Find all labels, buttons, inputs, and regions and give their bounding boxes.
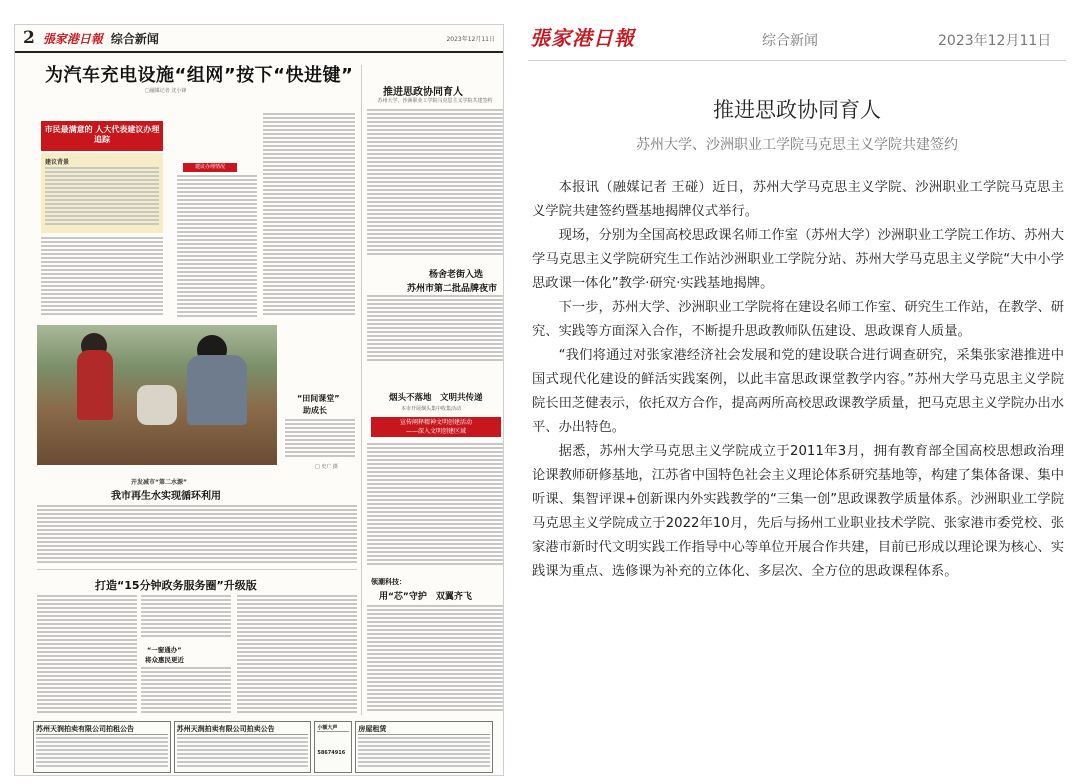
ad-title: 苏州天润拍卖有限公司拍租公告 xyxy=(36,724,168,735)
text-block xyxy=(367,443,503,568)
paper-article3-title[interactable]: 杨舍老街入选 xyxy=(429,270,484,280)
paper-red-strip xyxy=(371,417,501,437)
article-title: 推进思政协同育人 xyxy=(713,98,881,122)
text-block xyxy=(367,295,503,365)
paper-article6-title[interactable]: 打造“15分钟政务服务圈”升级版 xyxy=(95,579,257,592)
photo-caption-text xyxy=(285,419,355,459)
ad-box xyxy=(33,721,171,773)
article-paragraph: “我们将通过对张家港经济社会发展和党的建设联合进行调查研究，采集张家港推进中国式现代化建设的鲜活实践案例，以此丰富思政课堂教学内容。”苏州大学马克思主义学院院长田芝健表示，依托双方合作，提高两所高校思政课教学质量，把马克思主义学院办出水平、办出特色。 xyxy=(532,348,1064,435)
paper-article4-title[interactable]: 我市再生水实现循环利用 xyxy=(111,491,221,502)
paper-header-date: 2023年12月11日 xyxy=(446,35,495,43)
article-body xyxy=(532,176,1064,584)
ad-phone: 58674916 xyxy=(317,750,346,756)
header-divider xyxy=(528,60,1066,61)
ad-text xyxy=(358,737,490,771)
article-paragraph: 现场，分别为全国高校思政课名师工作室（苏州大学）沙洲职业工学院工作坊、苏州大学马克思主义学院研究生工作站沙洲职业工学院分站、苏州大学马克思主义学院“大中小学思政课一体化”教学·研究·实践基地揭牌。 xyxy=(532,228,1064,291)
ad-title: 房屋租赁 xyxy=(358,724,490,735)
paper-article5-subtitle: 本市开展烟头集中收集活动 xyxy=(401,406,462,412)
paper-header xyxy=(15,25,503,53)
paper-article4-kicker: 开发减市“第二水源” xyxy=(131,479,187,486)
paper-background-box xyxy=(41,153,163,233)
box-title: 建议背景 xyxy=(45,159,70,166)
ad-title: 小额大声 xyxy=(317,724,349,732)
newspaper-page-thumbnail[interactable] xyxy=(14,24,504,776)
article-paragraph: 本报讯（融媒记者 王碰）近日，苏州大学马克思主义学院、沙洲职业工学院马克思主义学院共建签约暨基地揭牌仪式举行。 xyxy=(532,180,1064,219)
ad-box xyxy=(314,721,352,773)
text-block xyxy=(367,605,503,715)
paper-photo xyxy=(37,325,277,465)
ad-box xyxy=(355,721,493,773)
figure-body xyxy=(77,350,113,420)
text-block xyxy=(263,113,355,319)
red-strip-text: 宣传阐释精神文明创建活动 xyxy=(399,419,472,426)
paper-headline[interactable]: 为汽车充电设施“组网”按下“快进键” xyxy=(45,65,354,86)
article-subtitle: 苏州大学、沙洲职业工学院马克思主义学院共建签约 xyxy=(636,137,958,153)
paper-masthead-logo: 張家港日報 xyxy=(42,31,103,46)
section-divider xyxy=(37,569,357,570)
text-block xyxy=(237,595,357,715)
paper-sub-label: 建议办理情况 xyxy=(183,163,237,172)
paper-banner: 市民最满意的 人大代表建议办理追踪 xyxy=(41,121,163,151)
paper-section: 综合新闻 xyxy=(110,31,159,46)
ad-box xyxy=(174,721,312,773)
paper-article6-subtitle2: 将众惠民更近 xyxy=(145,656,184,664)
photo-caption-title2: 助成长 xyxy=(303,406,327,415)
photo-credit: □ 史广 摄 xyxy=(315,464,338,470)
photo-caption-title: “田间课堂” xyxy=(297,394,340,403)
paper-headline-byline: □融媒记者 沈小锋 xyxy=(145,88,187,94)
article-paragraph: 据悉，苏州大学马克思主义学院成立于2011年3月，拥有教育部全国高校思想政治理论课教师研修基地，江苏省中国特色社会主义理论体系研究基地等，构建了集体备课、集中听课、集智评课+创新课内外实践教学的“三集一创”思政课教学质量体系。沙洲职业工学院马克思主义学院成立于2022年10月，先后与扬州工业职业技术学院、张家港市委党校、张家港市新时代文明实践工作指导中心等单位开展合作共建，目前已形成以理论课为核心、实践课为重点、选修课为补充的立体化、多层次、全方位的思政课程体系。 xyxy=(532,444,1064,579)
column-divider xyxy=(361,65,362,715)
paper-article-subtitle: 苏州大学、沙洲职业工学院马克思主义学院共建签约 xyxy=(377,98,493,104)
ad-text xyxy=(177,737,309,771)
issue-date: 2023年12月11日 xyxy=(938,33,1052,49)
paper-article5-title[interactable]: 烟头不落地 文明共传递 xyxy=(389,393,483,403)
text-block xyxy=(177,175,257,320)
paper-article7-title[interactable]: 用“芯”守护 双翼齐飞 xyxy=(379,592,472,602)
page-number: 2 xyxy=(23,28,35,48)
paper-article3-title2[interactable]: 苏州市第二批品牌夜市 xyxy=(407,284,498,294)
text-block xyxy=(141,595,231,641)
ad-title: 苏州天润拍卖有限公司拍卖公告 xyxy=(177,724,309,735)
box-text-lines xyxy=(45,167,159,229)
red-strip-sub: ——深入文明创建区域 xyxy=(405,428,466,435)
text-block xyxy=(37,595,137,715)
ad-text xyxy=(36,737,168,771)
ads-row xyxy=(33,721,493,773)
paper-article6-subtitle: “一窗通办” xyxy=(147,646,182,654)
paper-article7-kicker: 领潮科技： xyxy=(371,578,406,586)
text-block xyxy=(141,667,231,715)
text-block xyxy=(367,109,503,259)
section-label: 综合新闻 xyxy=(762,33,818,49)
text-block xyxy=(37,505,357,565)
figure-body xyxy=(137,385,177,425)
text-block xyxy=(41,237,163,317)
paper-article-title[interactable]: 推进思政协同育人 xyxy=(383,87,463,98)
masthead-logo[interactable]: 張家港日報 xyxy=(530,26,635,50)
figure-body xyxy=(187,355,247,425)
article-paragraph: 下一步，苏州大学、沙洲职业工学院将在建设名师工作室、研究生工作站，在教学、研究、实践等方面深入合作，不断提升思政教师队伍建设、思政课育人质量。 xyxy=(532,300,1064,339)
